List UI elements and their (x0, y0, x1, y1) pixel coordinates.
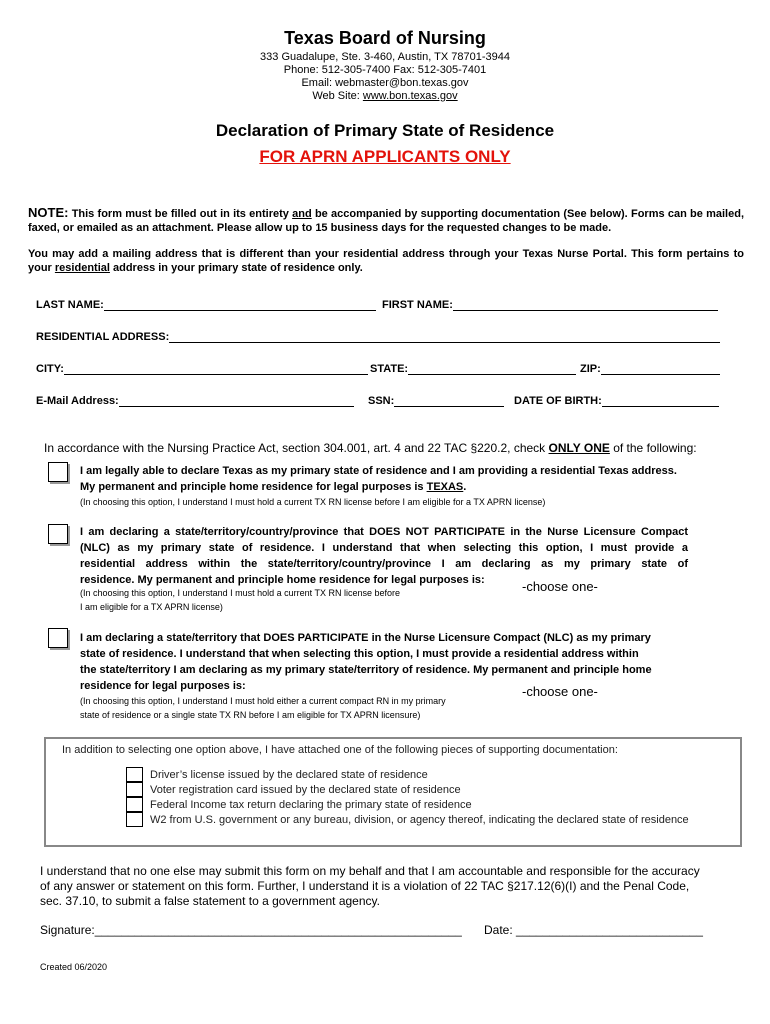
doc-w2-checkbox[interactable] (126, 812, 143, 827)
option-3-line-3: the state/territory I am declaring as my primary state/territory of residence. My permanent and principle home (80, 664, 652, 676)
date-label: Date: (484, 923, 513, 937)
first-name-input[interactable] (453, 298, 718, 311)
option-2-note-1: (In choosing this option, I understand I must hold a current TX RN license before (80, 588, 401, 598)
state-label: STATE: (370, 363, 409, 375)
doc-drivers-license-label: Driver’s license issued by the declared state of residence (150, 769, 428, 781)
zip-label: ZIP: (580, 363, 601, 375)
mailing-text-b: address in your primary state of residence only. (109, 262, 363, 274)
instruction-text-b: of the following: (609, 441, 697, 455)
note-text-b: be accompanied by supporting documentation (See below). Forms can be mailed, faxed, or emailed as an attachment. Please allow up to 15 business days for the requested changes to be made. (28, 208, 745, 234)
board-website-line (0, 89, 770, 103)
option-3-note-1: (In choosing this option, I understand I must hold either a current compact RN in my primary (80, 696, 446, 706)
first-name-field (382, 298, 718, 311)
last-name-input[interactable] (104, 298, 376, 311)
option-1-text (80, 463, 740, 509)
doc-voter-card-label: Voter registration card issued by the declared state of residence (150, 784, 461, 796)
note-paragraph (28, 206, 744, 235)
last-name-field (36, 298, 376, 311)
website-link[interactable]: www.bon.texas.gov (362, 90, 458, 102)
doc-drivers-license-checkbox[interactable] (126, 767, 143, 782)
option-1-note: (In choosing this option, I understand I must hold a current TX RN license before I am eligible for a TX APRN license) (80, 497, 546, 507)
option-1-texas: TEXAS (426, 481, 464, 493)
doc-voter-card-checkbox[interactable] (126, 782, 143, 797)
date-field (484, 923, 703, 937)
page-title: Texas Board of Nursing (284, 28, 486, 48)
email-input[interactable] (119, 394, 354, 407)
residential-address-field (36, 330, 720, 343)
option-3-line-4: residence for legal purposes is: (80, 680, 246, 692)
attestation-line-2: of any answer or statement on this form. Further, I understand it is a violation of 22 TAC §217.12(6)(I) and the Penal Code, (40, 879, 690, 893)
date-line[interactable]: ____________________________ (516, 923, 703, 937)
last-name-label: LAST NAME: (36, 299, 104, 311)
state-input[interactable] (408, 362, 576, 375)
city-label: CITY: (36, 363, 64, 375)
email-field (36, 394, 354, 407)
dob-field (514, 394, 719, 407)
option-2-line-4: residence. My permanent and principle home residence for legal purposes is: (80, 574, 485, 586)
attestation-line-3: sec. 37.10, to submit a false statement to a government agency. (40, 894, 380, 908)
option-2-line-1: I am declaring a state/territory/country/province that DOES NOT PARTICIPATE in the Nurse Licensure Compact (80, 526, 688, 538)
doc-w2-label: W2 from U.S. government or any bureau, division, or agency thereof, indicating the declared state of residence (150, 814, 689, 826)
doc-tax-return-checkbox[interactable] (126, 797, 143, 812)
option-2-line-2: (NLC) as my primary state of residence. I understand that when selecting this option, I must provide a (80, 542, 688, 554)
first-name-label: FIRST NAME: (382, 299, 453, 311)
option-3-line-1: I am declaring a state/territory that DOES PARTICIPATE in the Nurse Licensure Compact (NLC) as my primary (80, 632, 651, 644)
documentation-box (44, 737, 742, 847)
zip-field (580, 362, 720, 375)
instruction-text (44, 441, 744, 455)
mailing-paragraph (28, 247, 744, 275)
option-2-note-2: I am eligible for a TX APRN license) (80, 602, 223, 612)
board-phone-fax: Phone: 512-305-7400 Fax: 512-305-7401 (283, 64, 487, 76)
note-text-a: This form must be filled out in its entirety (68, 208, 293, 220)
city-input[interactable] (64, 362, 368, 375)
instruction-text-a: In accordance with the Nursing Practice Act, section 304.001, art. 4 and 22 TAC §220.2, check (44, 441, 549, 455)
dob-input[interactable] (602, 394, 719, 407)
board-email: Email: webmaster@bon.texas.gov (301, 77, 469, 89)
signature-field (40, 923, 462, 937)
signature-line[interactable]: _______________________________________________________ (94, 923, 462, 937)
website-prefix: Web Site: (312, 90, 363, 102)
mailing-text-a: You may add a mailing address that is different than your residential address through your Texas Nurse Portal. This form pertains to your (28, 248, 744, 274)
option-1-line-2-c: . (463, 481, 467, 493)
ssn-field (368, 394, 504, 407)
documentation-intro: In addition to selecting one option above, I have attached one of the following pieces of supporting documentation: (62, 744, 618, 756)
dob-label: DATE OF BIRTH: (514, 395, 602, 407)
option-3-text (80, 630, 700, 694)
note-label: NOTE: (28, 205, 69, 220)
attestation-paragraph (40, 864, 740, 909)
residential-address-label: RESIDENTIAL ADDRESS: (36, 331, 170, 343)
option-1-line-2-a: My permanent and principle home residence for legal purposes is (80, 481, 427, 493)
option-3-line-2: state of residence. I understand that when selecting this option, I must provide a residential address within (80, 648, 639, 660)
email-label: E-Mail Address: (36, 395, 119, 407)
form-subtitle: FOR APRN APPLICANTS ONLY (259, 147, 511, 166)
form-title: Declaration of Primary State of Residence (215, 121, 555, 140)
board-address: 333 Guadalupe, Ste. 3-460, Austin, TX 78701-3944 (260, 51, 510, 63)
zip-input[interactable] (601, 362, 720, 375)
option-3-checkbox[interactable] (48, 628, 68, 648)
signature-label: Signature: (40, 923, 95, 937)
ssn-label: SSN: (368, 395, 395, 407)
option-2-state-select[interactable]: -choose one- (522, 579, 598, 594)
created-date: Created 06/2020 (40, 962, 108, 972)
note-and: and (292, 208, 312, 220)
doc-tax-return-label: Federal Income tax return declaring the primary state of residence (150, 799, 472, 811)
instruction-only-one: ONLY ONE (548, 441, 610, 455)
option-3-state-select[interactable]: -choose one- (522, 684, 598, 699)
option-2-text (80, 524, 688, 572)
option-2-line-3: residential address within the state/territory/country/province I am declaring as my primary state of (80, 558, 688, 570)
option-1-line-1: I am legally able to declare Texas as my primary state of residence and I am providing a residential Texas address. (80, 465, 677, 477)
mailing-residential: residential (54, 262, 110, 274)
residential-address-input[interactable] (169, 330, 720, 343)
option-2-checkbox[interactable] (48, 524, 68, 544)
city-field (36, 362, 368, 375)
ssn-input[interactable] (394, 394, 504, 407)
state-field (370, 362, 576, 375)
option-3-note-2: state of residence or a single state TX RN before I am eligible for TX APRN licensure) (80, 710, 421, 720)
option-1-line-2 (80, 479, 740, 495)
attestation-line-1: I understand that no one else may submit this form on my behalf and that I am accountable and responsible for the accuracy (40, 864, 700, 878)
option-1-checkbox[interactable] (48, 462, 68, 482)
